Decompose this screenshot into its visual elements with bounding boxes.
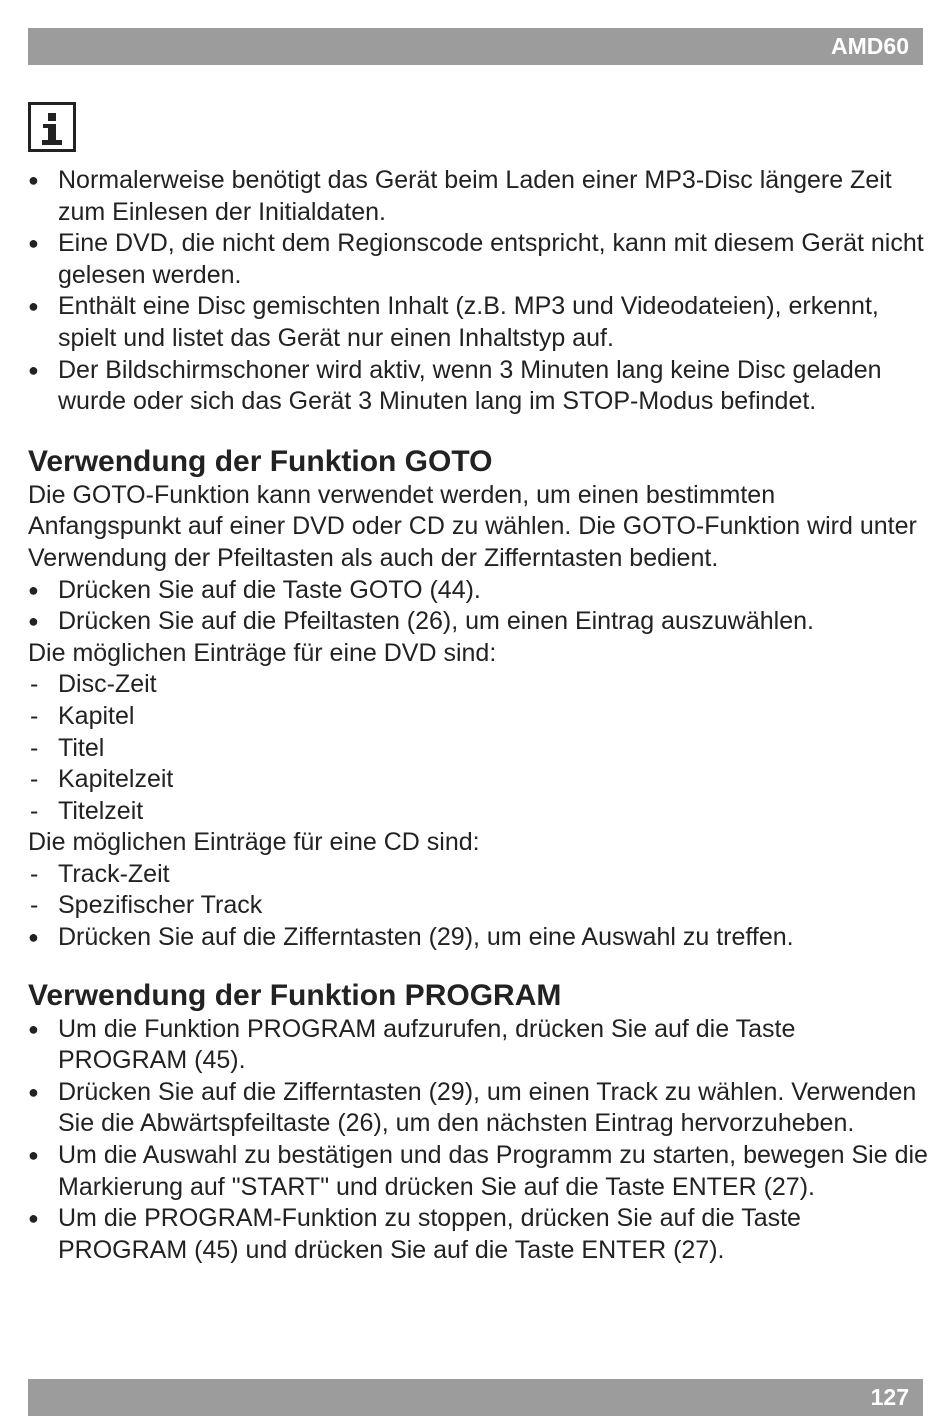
info-icon (28, 102, 76, 152)
footer-bar (28, 1379, 923, 1416)
goto-step: ● Drücken Sie auf die Zifferntasten (29), um eine Auswahl zu treffen. (28, 922, 928, 954)
cd-entry: - Track-Zeit (28, 859, 928, 891)
dvd-entries-label: Die möglichen Einträge für eine DVD sind: (28, 638, 497, 667)
program-step: ● Drücken Sie auf die Zifferntasten (29), um einen Track zu wählen. Verwenden Sie die Abwärtspfeiltaste (26), um den nächsten Eintrag hervorzuheben. (28, 1077, 928, 1140)
program-step: ● Um die Auswahl zu bestätigen und das Programm zu starten, bewegen Sie die Markierung auf "START" und drücken Sie auf die Taste ENTER (27). (28, 1140, 928, 1203)
note-item: ● Der Bildschirmschoner wird aktiv, wenn 3 Minuten lang keine Disc geladen wurde oder sich das Gerät 3 Minuten lang im STOP-Modus befindet. (28, 355, 928, 418)
cd-entry: - Spezifischer Track (28, 890, 928, 922)
dvd-entry: - Kapitel (28, 701, 928, 733)
cd-entries-label: Die möglichen Einträge für eine CD sind: (28, 828, 480, 857)
header-bar (28, 28, 923, 65)
program-heading: Verwendung der Funktion PROGRAM (28, 978, 562, 1012)
model-title: AMD60 (831, 33, 909, 59)
notes-list (28, 165, 928, 418)
page-number: 127 (870, 1384, 909, 1410)
note-item: ● Normalerweise benötigt das Gerät beim Laden einer MP3-Disc längere Zeit zum Einlesen der Initialdaten. (28, 165, 928, 228)
dvd-entry: - Kapitelzeit (28, 764, 928, 796)
goto-step: ● Drücken Sie auf die Taste GOTO (44). (28, 575, 928, 607)
dvd-entry: - Titel (28, 733, 928, 765)
program-step: ● Um die Funktion PROGRAM aufzurufen, drücken Sie auf die Taste PROGRAM (45). (28, 1014, 928, 1077)
note-item: ● Eine DVD, die nicht dem Regionscode entspricht, kann mit diesem Gerät nicht gelesen werden. (28, 228, 928, 291)
goto-step: ● Drücken Sie auf die Pfeiltasten (26), um einen Eintrag auszuwählen. (28, 606, 928, 638)
page-content (28, 165, 928, 1266)
dvd-entry: - Disc-Zeit (28, 669, 928, 701)
note-item: ● Enthält eine Disc gemischten Inhalt (z.B. MP3 und Videodateien), erkennt, spielt und listet das Gerät nur einen Inhaltstyp auf. (28, 291, 928, 354)
dvd-entry: - Titelzeit (28, 796, 928, 828)
program-step: ● Um die PROGRAM-Funktion zu stoppen, drücken Sie auf die Taste PROGRAM (45) und drücken Sie auf die Taste ENTER (27). (28, 1203, 928, 1266)
goto-intro: Die GOTO-Funktion kann verwendet werden, um einen bestimmten Anfangspunkt auf einer DVD oder CD zu wählen. Die GOTO-Funktion wird unter Verwendung der Pfeiltasten als auch der Zifferntasten bedient. (28, 480, 917, 572)
goto-heading: Verwendung der Funktion GOTO (28, 444, 493, 478)
